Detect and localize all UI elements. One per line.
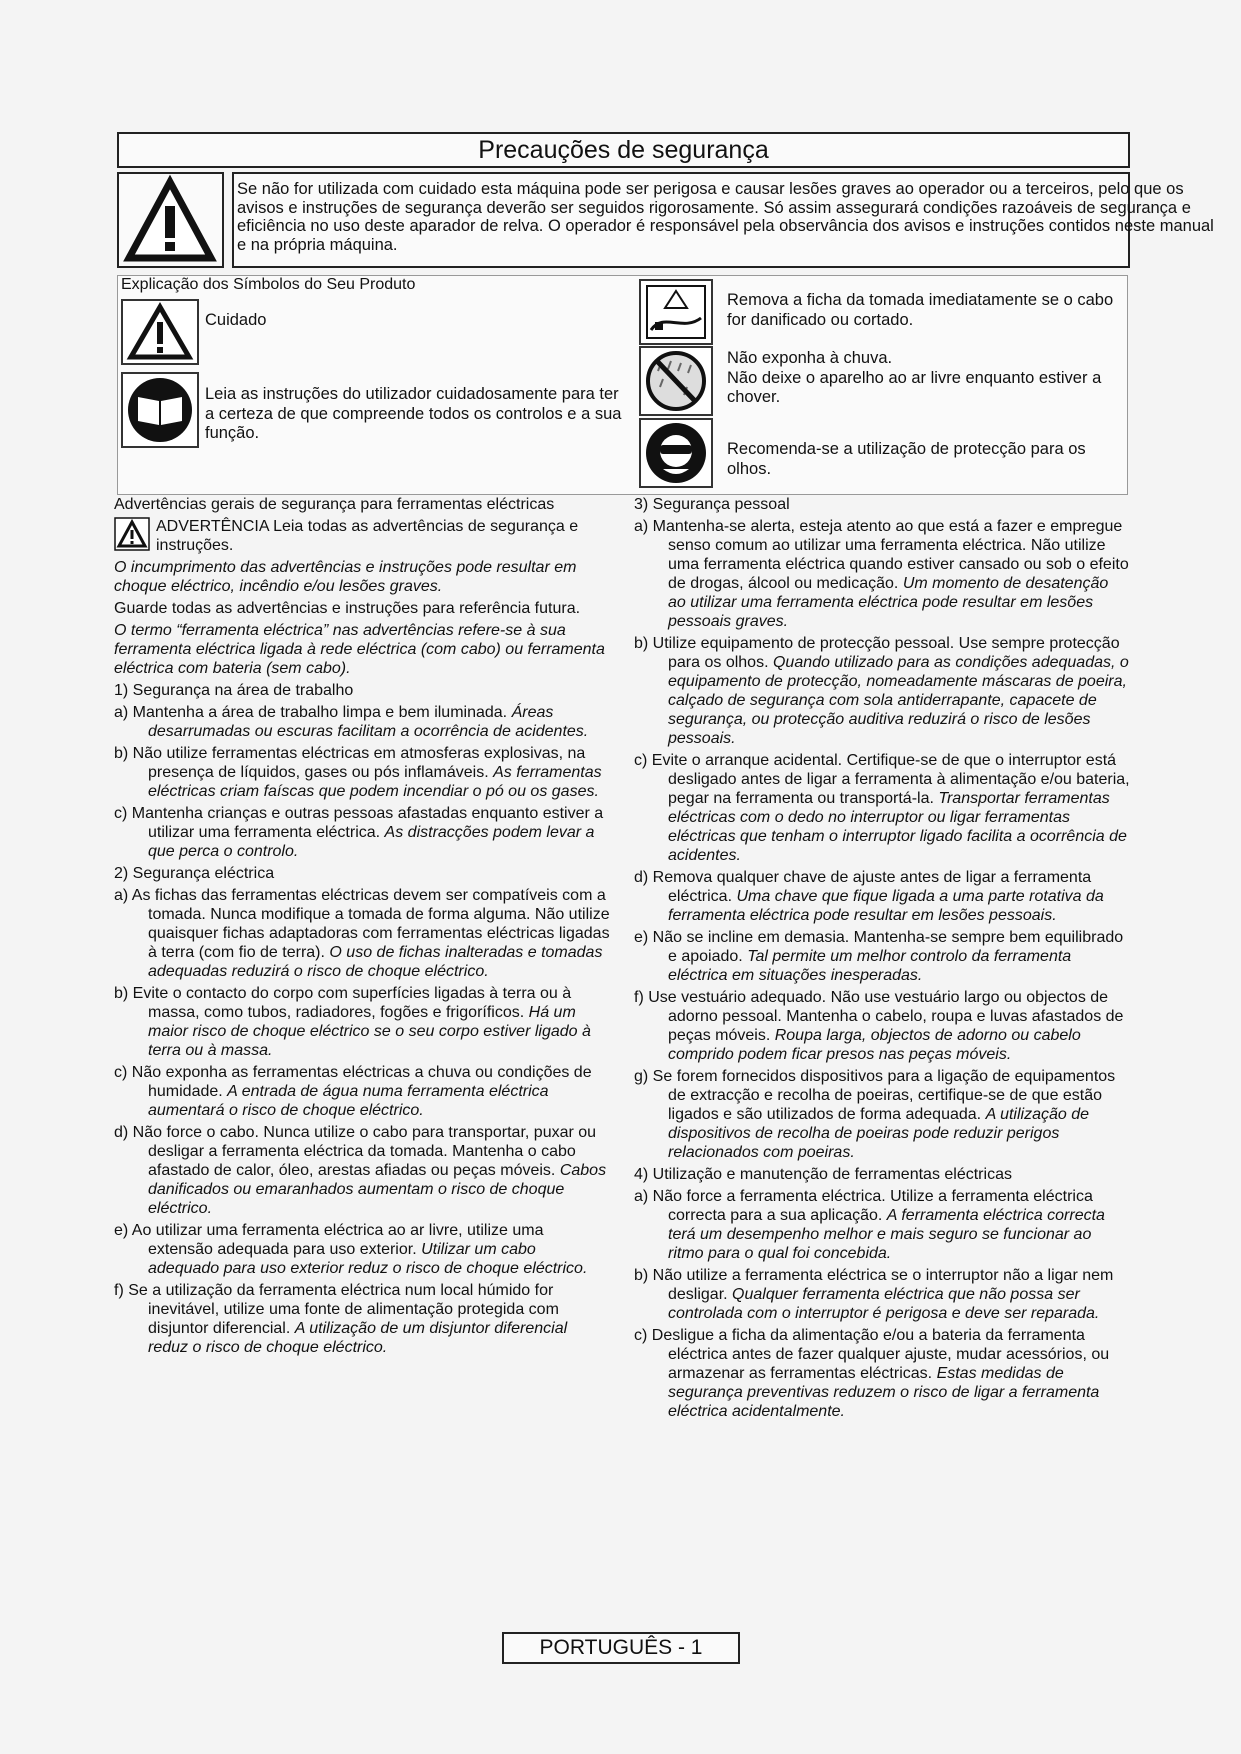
manual-label: Leia as instruções do utilizador cuidadosamente para ter a certeza de que compreende todos os controlos e a sua função.: [205, 385, 622, 442]
left-column: [114, 495, 610, 1360]
rule-4b: b) Não utilize a ferramenta eléctrica se o interruptor não a ligar nem desligar. Qualquer ferramenta eléctrica que não possa ser controlada com o interruptor é perigosa e deve ser reparada.: [634, 1267, 1114, 1322]
caution-label: Cuidado: [205, 311, 267, 329]
unplug-cable-icon: [643, 282, 709, 342]
rule-3b: b) Utilize equipamento de protecção pessoal. Use sempre protecção para os olhos. Quando utilizado para as condições adequadas, o equipamento de protecção, nomeadamente máscaras de poeira, calçado de segurança com sola antiderrapante, capacete de segurança, ou protecção auditiva reduzirá o risco de lesões pessoais.: [634, 635, 1129, 747]
unplug-symbol: [639, 279, 713, 345]
rule-2f: f) Se a utilização da ferramenta eléctrica num local húmido for inevitável, utilize uma fonte de alimentação protegida com disjuntor diferencial. A utilização de um disjuntor diferencial reduz o risco de choque eléctrico.: [114, 1282, 568, 1356]
read-manual-icon: [125, 375, 195, 445]
rule-2e: e) Ao utilizar uma ferramenta eléctrica ao ar livre, utilize uma extensão adequada para uso exterior. Utilizar um cabo adequado para uso exterior reduz o risco de choque eléctrico.: [114, 1222, 588, 1277]
rule-2b: b) Evite o contacto do corpo com superfícies ligadas à terra ou à massa, como tubos, radiadores, fogões e frigoríficos. Há um maior risco de choque eléctrico se o seu corpo estiver ligado à terra ou à massa.: [114, 985, 591, 1059]
rule-2c: c) Não exponha as ferramentas eléctricas a chuva ou condições de humidade. A entrada de água numa ferramenta eléctrica aumentará o risco de choque eléctrico.: [114, 1064, 592, 1119]
rule-3c: c) Evite o arranque acidental. Certifique-se de que o interruptor está desligado antes de ligar a ferramenta à alimentação e/ou bateria, pegar na ferramenta ou transportá-la. Transportar ferramentas eléctricas com o dedo no interruptor ou ligar ferramentas eléctricas que tenham o interruptor ligado facilita a ocorrência de acidentes.: [634, 752, 1130, 864]
warning-text: ADVERTÊNCIA Leia todas as advertências de segurança e instruções.: [156, 518, 579, 554]
eye-protection-label: Recomenda-se a utilização de protecção para os olhos.: [727, 440, 1086, 478]
warning-sign-box: [117, 172, 224, 268]
warning-triangle-icon: [119, 174, 222, 266]
rule-3e: e) Não se incline em demasia. Mantenha-se sempre bem equilibrado e apoiado. Tal permite um melhor controlo da ferramenta eléctrica em situações inesperadas.: [634, 929, 1124, 984]
rule-4c: c) Desligue a ficha da alimentação e/ou a bateria da ferramenta eléctrica antes de fazer qualquer ajuste, mudar acessórios, ou armazenar as ferramentas eléctricas. Estas medidas de segurança preventivas reduzem o risco de ligar a ferramenta eléctrica acidentalmente.: [634, 1327, 1110, 1420]
eye-protection-symbol: [639, 418, 713, 488]
unplug-label: Remova a ficha da tomada imediatamente se o cabo for danificado ou cortado.: [727, 291, 1114, 329]
rule-3a: a) Mantenha-se alerta, esteja atento ao que está a fazer e empregue senso comum ao utilizar uma ferramenta eléctrica. Não utilize uma ferramenta eléctrica quando estiver cansado ou sob o efeito de drogas, álcool ou medicação. Um momento de desatenção ao utilizar uma ferramenta eléctrica pode resultar em lesões pessoais graves.: [634, 518, 1129, 630]
term-definition: O termo “ferramenta eléctrica” nas advertências refere-se à sua ferramenta eléctrica ligada à rede eléctrica (com cabo) ou ferramenta eléctrica com bateria (sem cabo).: [114, 622, 605, 677]
section-1-heading: 1) Segurança na área de trabalho: [114, 682, 354, 699]
section-3-heading: 3) Segurança pessoal: [634, 496, 790, 513]
page-footer: PORTUGUÊS - 1: [502, 1632, 740, 1664]
page-title: Precauções de segurança: [117, 132, 1130, 168]
rule-2d: d) Não force o cabo. Nunca utilize o cabo para transportar, puxar ou desligar a ferramenta eléctrica da tomada. Mantenha o cabo afastado de calor, óleo, arestas afiadas ou peças móveis. Cabos danificados ou emaranhados aumentam o risco de choque eléctrico.: [114, 1124, 607, 1217]
intro-text: Se não for utilizada com cuidado esta máquina pode ser perigosa e causar lesões graves ao operador ou a terceiros, pelo que os avisos e instruções de segurança deverão ser seguidos rigorosamente. Só assim assegurará condições razoáveis de segurança e eficiência no uso deste aparador de relva. O operador é responsável pela observância dos avisos e instruções contidos neste manual e na própria máquina.: [237, 180, 1214, 254]
right-column: [634, 495, 1130, 1424]
eye-protection-icon: [643, 421, 709, 485]
rain-label: Não exponha à chuva. Não deixe o aparelho ao ar livre enquanto estiver a chover.: [727, 349, 1102, 406]
warning-triangle-icon: [114, 517, 150, 551]
manual-symbol: [121, 372, 199, 448]
warning-consequence: O incumprimento das advertências e instruções pode resultar em choque eléctrico, incêndio e/ou lesões graves.: [114, 559, 577, 595]
rule-3d: d) Remova qualquer chave de ajuste antes de ligar a ferramenta eléctrica. Uma chave que fique ligada a uma parte rotativa da ferramenta eléctrica pode resultar em lesões pessoais.: [634, 869, 1104, 924]
section-2-heading: 2) Segurança eléctrica: [114, 865, 275, 882]
section-4-heading: 4) Utilização e manutenção de ferramentas eléctricas: [634, 1166, 1012, 1183]
rule-1b: b) Não utilize ferramentas eléctricas em atmosferas explosivas, na presença de líquidos, gases ou pós inflamáveis. As ferramentas eléctricas criam faíscas que podem incendiar o pó ou os gases.: [114, 745, 602, 800]
keep-instructions: Guarde todas as advertências e instruções para referência futura.: [114, 600, 581, 617]
rule-4a: a) Não force a ferramenta eléctrica. Utilize a ferramenta eléctrica correcta para a sua aplicação. A ferramenta eléctrica correcta terá um desempenho melhor e mais seguro se funcionar ao ritmo para o qual foi concebida.: [634, 1188, 1105, 1262]
rule-1c: c) Mantenha crianças e outras pessoas afastadas enquanto estiver a utilizar uma ferramenta eléctrica. As distracções podem levar a que perca o controlo.: [114, 805, 604, 860]
rule-3g: g) Se forem fornecidos dispositivos para a ligação de equipamentos de extracção e recolha de poeiras, certifique-se de que estão ligados e são utilizados de forma adequada. A utilização de dispositivos de recolha de poeiras pode reduzir perigos relacionados com poeiras.: [634, 1068, 1116, 1161]
rule-1a: a) Mantenha a área de trabalho limpa e bem iluminada. Áreas desarrumadas ou escuras facilitam a ocorrência de acidentes.: [114, 704, 589, 740]
rule-3f: f) Use vestuário adequado. Não use vestuário largo ou objectos de adorno pessoal. Mantenha o cabelo, roupa e luvas afastados de peças móveis. Roupa larga, objectos de adorno ou cabelo comprido podem ficar presos nas peças móveis.: [634, 989, 1124, 1063]
rule-2a: a) As fichas das ferramentas eléctricas devem ser compatíveis com a tomada. Nunca modifique a tomada de forma alguma. Não utilize quaisquer fichas adaptadoras com ferramentas eléctricas ligadas à terra (com fio de terra). O uso de fichas inalteradas e tomadas adequadas reduzirá o risco de choque eléctrico.: [114, 887, 610, 980]
rain-symbol: [639, 346, 713, 416]
no-rain-icon: [643, 349, 709, 413]
general-warnings-heading: Advertências gerais de segurança para ferramentas eléctricas: [114, 496, 555, 513]
caution-symbol: [121, 299, 199, 365]
symbols-heading: Explicação dos Símbolos do Seu Produto: [121, 276, 416, 293]
warning-row: [114, 517, 610, 558]
warning-triangle-icon: [125, 302, 195, 362]
